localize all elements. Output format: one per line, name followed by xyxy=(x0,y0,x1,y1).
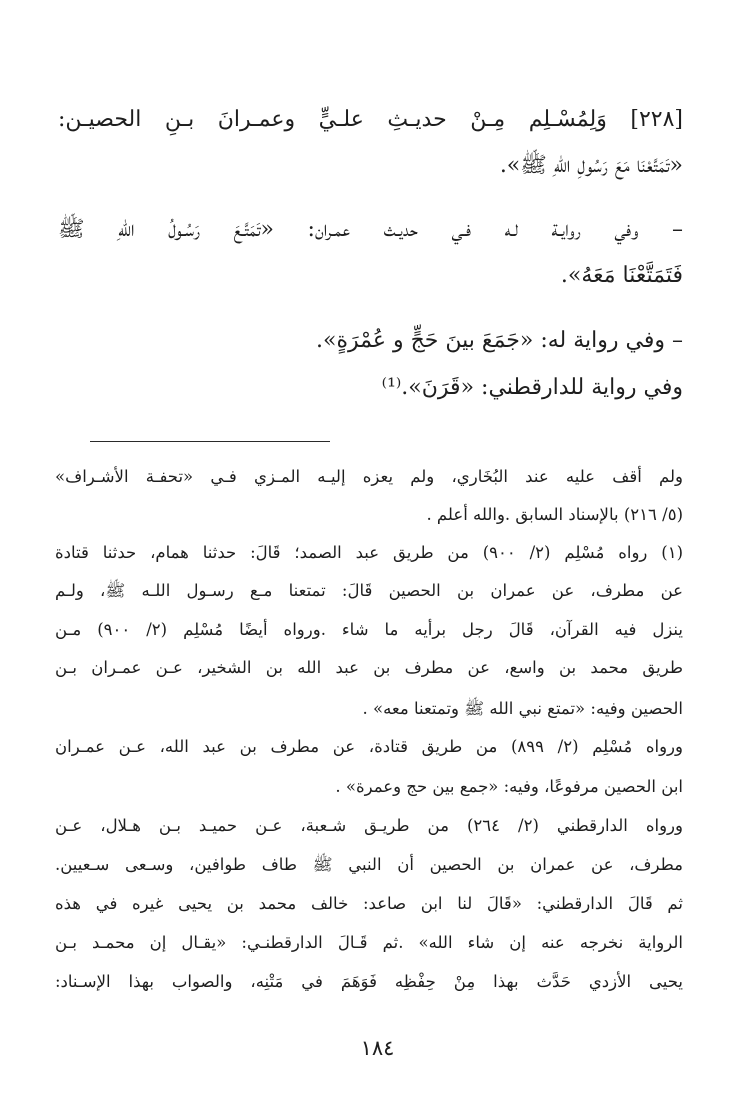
hadith-quote-line: «تَمَتَّعْنَا مَعَ رَسُولِ اللهِ ﷺ». xyxy=(499,153,683,178)
narration-line: – وفي رواية له: «جَمَعَ بينَ حَجٍّ و عُمْرَةٍ». xyxy=(316,328,683,353)
footnote-line: الحصين وفيه: «تمتع نبي الله ﷺ وتمتعنا معه» . xyxy=(362,699,683,718)
footnote-line: ولم أقف عليه عند البُخَاري، ولم يعزه إليـه المـزي فـي «تحفـة الأشـراف» xyxy=(55,467,683,486)
narration-line: فَتَمَتَّعْنَا مَعَهُ». xyxy=(560,263,683,288)
footnote-line: ورواه مُسْلِم (٢/ ٨٩٩) من طريق قتادة، عن مطرف بن عبد الله، عـن عمـران xyxy=(55,737,683,756)
footnote-line: الرواية نخرجه عنه إن شاء الله» .ثم قَـالَ الدارقطنـي: «يقـال إن محمـد بـن xyxy=(55,933,683,952)
footnote-line: ابن الحصين مرفوعًا، وفيه: «جمع بين حج وعمرة» . xyxy=(335,777,683,796)
footnote-line: ثم قَالَ الدارقطني: «قَالَ لنا ابن صاعد: خالف محمد بن يحيى غيره في هذه xyxy=(55,894,683,913)
footnote-line: يحيى الأزدي حَدَّث بهذا مِنْ حِفْظِه فَوَهَمَ في مَتْنِه، والصواب بهذا الإسـناد: xyxy=(55,972,683,991)
footnote-line: (٥/ ٢١٦) بالإسناد السابق .والله أعلم . xyxy=(426,505,683,524)
footnote-line: طريق محمد بن واسع، عن مطرف بن عبد الله بن الشخير، عـن عمـران بـن xyxy=(55,658,683,677)
narration-line: – وفي روايـة لـه فـي حديـث عمـران: «تَمَتَّـعَ رَسُـولُ اللهِ ﷺ xyxy=(58,217,683,242)
narration-line: وفي رواية للدارقطني: «قَرَنَ».⁽¹⁾ xyxy=(381,375,683,400)
footnote-line: عن مطرف، عن عمران بن الحصين قَالَ: تمتعنا مـع رسـول اللـه ﷺ، ولـم xyxy=(55,581,683,600)
hadith-heading-line: [٢٢٨] وَلِمُسْـلِم مِـنْ حديـثِ علـيٍّ وعمـرانَ بـنِ الحصيـن: xyxy=(58,107,683,132)
footnote-line: ينزل فيه القرآن، قَالَ رجل برأيه ما شاء .ورواه أيضًا مُسْلِم (٢/ ٩٠٠) مـن xyxy=(55,620,683,639)
footnote-line: (١) رواه مُسْلِم (٢/ ٩٠٠) من طريق عبد الصمد؛ قَالَ: حدثنا همام، حدثنا قتادة xyxy=(55,543,683,562)
footnote-separator xyxy=(90,441,330,442)
footnote-line: ورواه الدارقطني (٢/ ٢٦٤) من طريـق شـعبة، عـن حميـد بـن هـلال، عـن xyxy=(55,816,683,835)
page-number: ١٨٤ xyxy=(360,1036,395,1060)
footnote-line: مطرف، عن عمران بن الحصين أن النبي ﷺ طاف طوافين، وسـعى سـعيين. xyxy=(55,855,683,874)
